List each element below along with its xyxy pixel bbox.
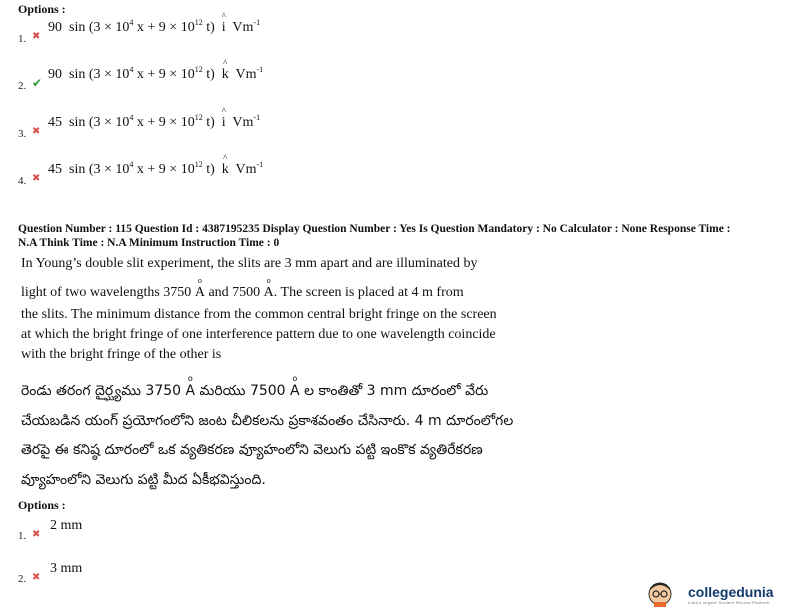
telugu-text-line3: తెరపై ఈ కనిష్ఠ దూరంలో ఒక వ్యతికరణ వ్యూహంలోని వెలుగు పట్టి ఇంకొక వ్యతిరేకరణ xyxy=(21,442,483,458)
option-2-text[interactable]: 3 mm xyxy=(50,561,83,576)
question-text-line2: light of two wavelengths 3750 o A and 7500 o A. The screen is placed at 4 m from xyxy=(21,276,464,300)
wrong-mark-icon: ✖ xyxy=(32,173,41,184)
option-number: 3. xyxy=(18,128,27,140)
question-text-line3: the slits. The minimum distance from the common central bright fringe on the screen xyxy=(21,307,497,322)
telugu-text-line4: వ్యూహంలోని వెలుగు పట్టి మీద ఏకీభవిస్తుంది. xyxy=(21,472,266,488)
option-3-formula[interactable]: 45 $\sin (3 \times 10^4$ $x + 9 \times 10^{12}$ t) ^ i $Vm^{-1}$ xyxy=(48,106,261,130)
telugu-text-line2: చేయబడిన యంగ్ ప్రయోగంలోని జంట చీలికలను ప్రకాశవంతం చేసినారు. 4 m దూరంలోగల xyxy=(21,413,514,429)
option-number: 2. xyxy=(18,573,27,585)
option-4-formula[interactable]: 45 $\sin (3 \times 10^4$ $x + 9 \times 10^{12}$ t) ^ k $Vm^{-1}$ xyxy=(48,153,264,177)
option-1-text[interactable]: 2 mm xyxy=(50,518,83,533)
wrong-mark-icon: ✖ xyxy=(32,31,41,42)
options-heading-prev: Options : xyxy=(18,2,66,16)
options-heading: Options : xyxy=(18,498,66,512)
brand-name: collegedunia xyxy=(688,584,774,600)
wrong-mark-icon: ✖ xyxy=(32,529,41,540)
unit-vector: ^ i xyxy=(221,106,226,130)
correct-mark-icon: ✔ xyxy=(32,76,43,90)
angstrom-symbol: o A xyxy=(185,374,196,399)
option-number: 2. xyxy=(18,80,27,92)
option-number: 4. xyxy=(18,175,27,187)
question-text-line5: with the bright fringe of the other is xyxy=(21,347,222,362)
option-2-formula[interactable]: 90 $\sin (3 \times 10^4$ $x + 9 \times 10^{12}$ t) ^ k $Vm^{-1}$ xyxy=(48,58,264,82)
telugu-text-line1: రెండు తరంగ దైర్ఘ్యము 3750 o A మరియు 7500 o A ల కాంతితో 3 mm దూరంలో వేరు xyxy=(21,374,489,399)
question-meta-line2: N.A Think Time : N.A Minimum Instruction Time : 0 xyxy=(18,237,280,249)
option-1-formula[interactable]: 90 $\sin (3 \times 10^4$ $x + 9 \times 10^{12}$ t) ^ i $Vm^{-1}$ xyxy=(48,11,261,35)
unit-vector: ^ k xyxy=(221,58,229,82)
question-meta-line1: Question Number : 115 Question Id : 4387195235 Display Question Number : Yes Is Question Mandatory : No Calculator : None Response Time : xyxy=(18,223,731,235)
option-number: 1. xyxy=(18,33,27,45)
option-number: 1. xyxy=(18,530,27,542)
angstrom-symbol: o A xyxy=(290,374,300,399)
unit-vector: ^ k xyxy=(221,153,229,177)
angstrom-symbol: o A xyxy=(194,276,205,300)
wrong-mark-icon: ✖ xyxy=(32,572,41,583)
wrong-mark-icon: ✖ xyxy=(32,126,41,137)
brand-tagline: India's largest Student Review Platform xyxy=(688,600,770,605)
question-text-line4: at which the bright fringe of one interference pattern due to one wavelength coincide xyxy=(21,327,496,342)
unit-vector: ^ i xyxy=(221,11,226,35)
angstrom-symbol: o A xyxy=(263,276,274,300)
question-text-line1: In Young’s double slit experiment, the slits are 3 mm apart and are illuminated by xyxy=(21,256,478,271)
